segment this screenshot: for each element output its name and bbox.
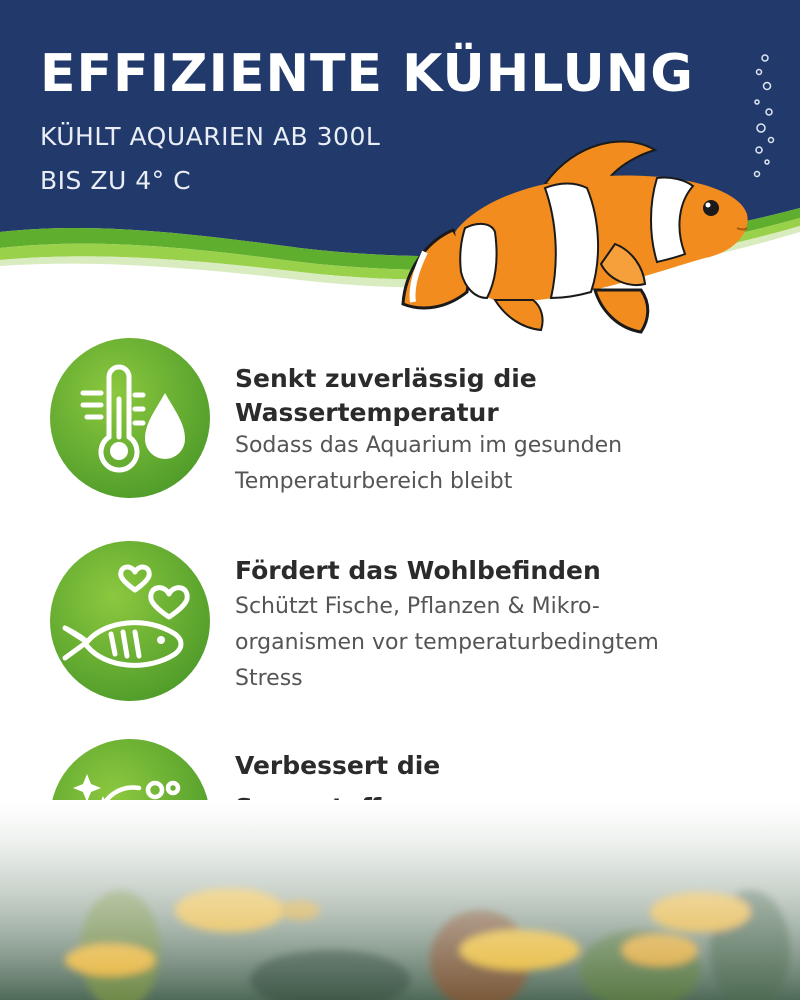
feature-heading: Verbessert die bbox=[235, 751, 441, 780]
feature-description: organismen vor temperaturbedingtem bbox=[235, 630, 659, 655]
thermometer-drop-icon bbox=[47, 335, 213, 501]
aquarium-scene-background bbox=[0, 800, 800, 1000]
page-title: EFFIZIENTE KÜHLUNG bbox=[40, 44, 694, 104]
feature-description: Sodass das Aquarium im gesunden bbox=[235, 433, 623, 458]
feature-heading: Fördert das Wohlbefinden bbox=[235, 556, 601, 585]
feature-heading: Senkt zuverlässig die bbox=[235, 364, 537, 393]
feature-description: Schützt Fische, Pflanzen & Mikro- bbox=[235, 594, 600, 619]
feature-heading: Wassertemperatur bbox=[235, 398, 499, 427]
fish-hearts-icon bbox=[47, 538, 213, 704]
clownfish-illustration bbox=[395, 132, 755, 342]
feature-description: Temperaturbereich bleibt bbox=[235, 469, 513, 494]
subtitle-capacity: KÜHLT AQUARIEN AB 300L bbox=[40, 122, 381, 151]
subtitle-cooling: BIS ZU 4° C bbox=[40, 166, 192, 195]
feature-description: Stress bbox=[235, 666, 303, 691]
